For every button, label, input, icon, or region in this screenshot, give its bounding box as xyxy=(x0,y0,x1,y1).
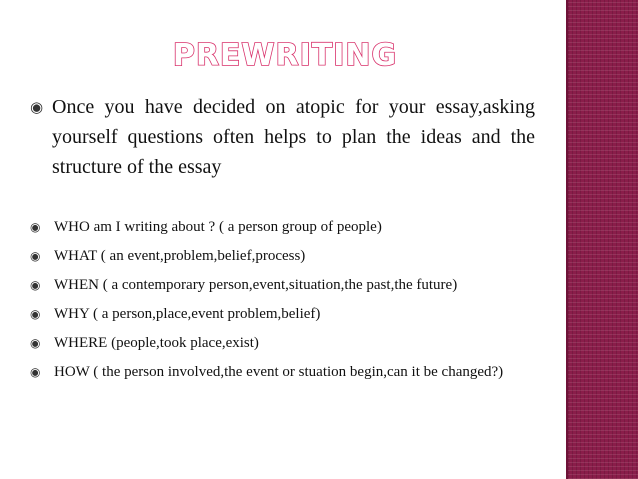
list-item-text: WHY ( a person,place,event problem,belief) xyxy=(54,306,321,322)
question-list xyxy=(30,216,535,390)
intro-paragraph xyxy=(30,92,535,182)
bullet-icon: ◉ xyxy=(30,249,41,263)
list-item xyxy=(30,216,535,238)
bullet-icon: ◉ xyxy=(30,307,41,321)
list-item xyxy=(30,303,535,325)
slide-title: PREWRITING xyxy=(172,38,398,73)
bullet-icon: ◉ xyxy=(30,365,41,379)
bullet-icon: ◉ xyxy=(30,98,44,116)
list-item xyxy=(30,361,535,383)
bullet-icon: ◉ xyxy=(30,220,41,234)
intro-text: Once you have decided on atopic for your essay,asking yourself questions often helps to plan the ideas and the structure of the essay xyxy=(52,96,535,178)
list-item xyxy=(30,245,535,267)
list-item-text: WHERE (people,took place,exist) xyxy=(54,335,259,351)
list-item-text: HOW ( the person involved,the event or stuation begin,can it be changed?) xyxy=(54,364,504,380)
list-item-text: WHEN ( a contemporary person,event,situation,the past,the future) xyxy=(54,277,458,293)
bullet-icon: ◉ xyxy=(30,278,41,292)
decorative-side-band xyxy=(568,0,638,479)
list-item xyxy=(30,274,535,296)
list-item xyxy=(30,332,535,354)
list-item-text: WHO am I writing about ? ( a person group of people) xyxy=(54,219,382,235)
bullet-icon: ◉ xyxy=(30,336,41,350)
list-item-text: WHAT ( an event,problem,belief,process) xyxy=(54,248,306,264)
